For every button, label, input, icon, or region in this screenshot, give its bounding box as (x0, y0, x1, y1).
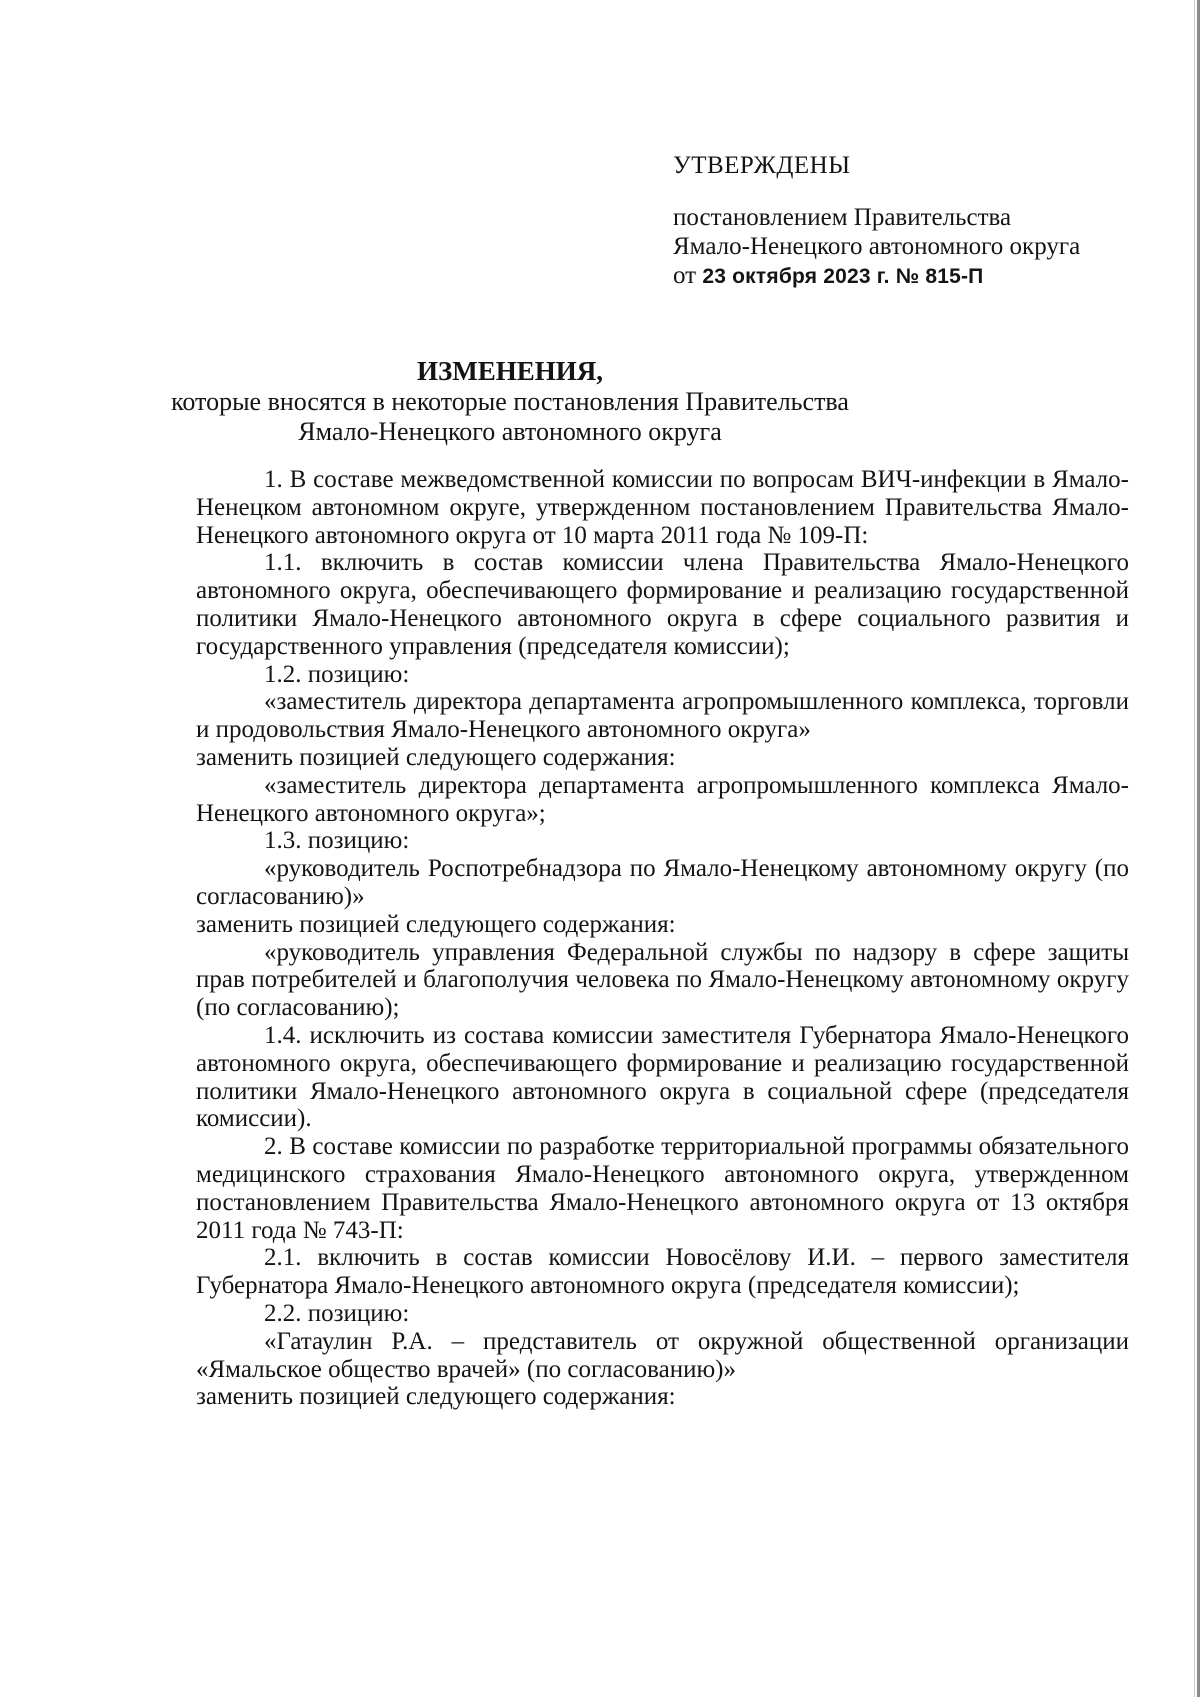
title-sub-1: которые вносятся в некоторые постановления Правительства (171, 387, 849, 416)
paragraph-1-3-new: «руководитель управления Федеральной службы по надзору в сфере защиты прав потребителей и благополучия человека по Ямало-Ненецкому автономному округу (по согласованию); (196, 938, 1129, 1022)
approval-date-prefix: от (673, 262, 697, 289)
paragraph-1-2-new: «заместитель директора департамента агропромышленного комплекса Ямало-Ненецкого автономного округа»; (196, 771, 1129, 827)
paragraph-1-1: 1.1. включить в состав комиссии члена Правительства Ямало-Ненецкого автономного округа, обеспечивающего формирование и реализацию государственной политики Ямало-Ненецкого автономного округа в сфере социального развития и государственного управления (председателя комиссии); (196, 549, 1129, 660)
paragraph-2-1: 2.1. включить в состав комиссии Новосёлову И.И. – первого заместителя Губернатора Ямало-Ненецкого автономного округа (председателя комиссии); (196, 1244, 1129, 1300)
paragraph-1: 1. В составе межведомственной комиссии по вопросам ВИЧ-инфекции в Ямало-Ненецком автономном округе, утвержденном постановлением Правительства Ямало-Ненецкого автономного округа от 10 марта 2011 года № 109-П: (196, 466, 1129, 549)
approval-date (673, 261, 1193, 291)
title-sub-2: Ямало-Ненецкого автономного округа (298, 417, 722, 446)
paragraph-1-3-old: «руководитель Роспотребнадзора по Ямало-Ненецкому автономному округу (по согласованию)» (196, 855, 1129, 910)
page-edge-line (1194, 0, 1195, 1697)
paragraph-2-2-old: «Гатаулин Р.А. – представитель от окружной общественной организации «Ямальское общество врачей» (по согласованию)» (196, 1327, 1129, 1383)
document-body (196, 466, 1129, 1411)
paragraph-2-2-replace: заменить позицией следующего содержания: (196, 1383, 676, 1411)
approval-line-2: Ямало-Ненецкого автономного округа (673, 233, 1081, 260)
paragraph-1-4: 1.4. исключить из состава комиссии заместителя Губернатора Ямало-Ненецкого автономного округа, обеспечивающего формирование и реализацию государственной политики Ямало-Ненецкого автономного округа в социальной сфере (председателя комиссии). (196, 1021, 1129, 1133)
paragraph-1-3-replace: заменить позицией следующего содержания: (196, 910, 676, 938)
approval-block (673, 151, 1193, 291)
document-title (150, 356, 870, 447)
paragraph-1-2-old: «заместитель директора департамента агропромышленного комплекса, торговли и продовольствия Ямало-Ненецкого автономного округа» (196, 688, 1129, 744)
title-main: ИЗМЕНЕНИЯ, (416, 356, 603, 386)
approval-line-1: постановлением Правительства (673, 204, 1012, 231)
paragraph-1-2: 1.2. позицию: (264, 660, 410, 688)
paragraph-1-3: 1.3. позицию: (264, 827, 410, 855)
paragraph-2-2: 2.2. позицию: (264, 1299, 410, 1327)
paragraph-1-2-replace: заменить позицией следующего содержания: (196, 743, 676, 771)
paragraph-2: 2. В составе комиссии по разработке территориальной программы обязательного медицинского страхования Ямало-Ненецкого автономного округа, утвержденном постановлением Правительства Ямало-Ненецкого автономного округа от 13 октября 2011 года № 743-П: (196, 1133, 1129, 1244)
approval-heading: УТВЕРЖДЕНЫ (673, 152, 851, 179)
approval-date-number: 23 октября 2023 г. № 815-П (702, 265, 984, 288)
